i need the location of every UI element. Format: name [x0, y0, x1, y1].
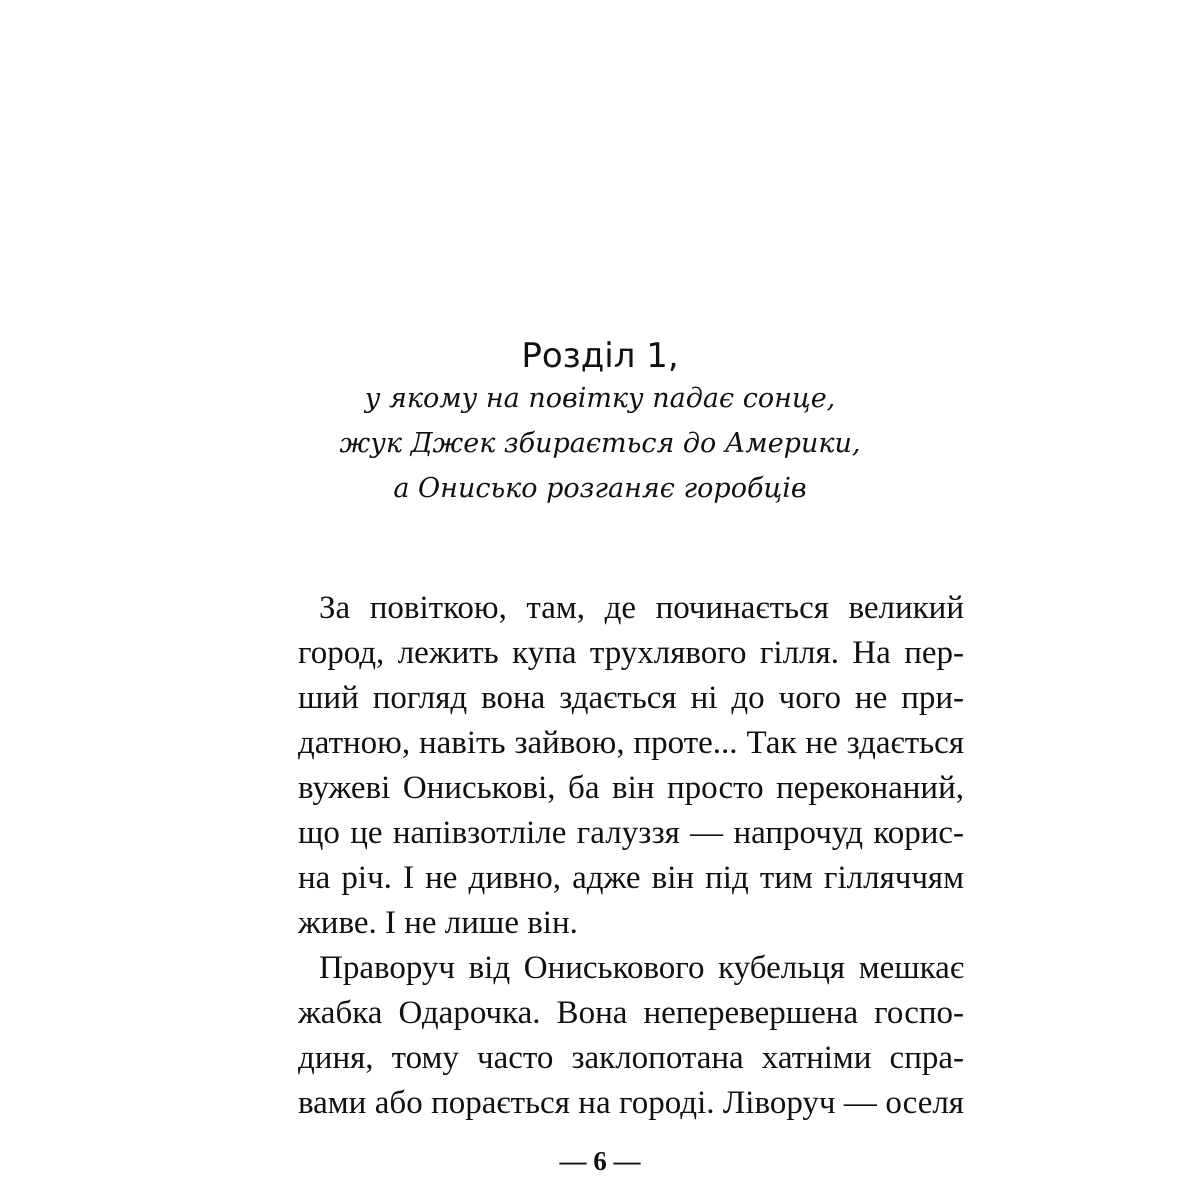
chapter-subtitle-line: а Онисько розганяє горобців	[393, 473, 807, 504]
paragraph-line: За повіткою, там, де починається великий	[319, 590, 964, 626]
paragraph-line: що це напівзотліле галуззя — напрочуд корис-	[298, 815, 964, 851]
paragraph-line: диня, тому часто заклопотана хатніми спра-	[298, 1040, 964, 1076]
chapter-subtitle	[300, 376, 900, 511]
page-number: — 6 —	[559, 1146, 641, 1176]
body-text	[298, 586, 964, 1126]
paragraph-line: Праворуч від Ониськового кубельця мешкає	[319, 950, 964, 986]
paragraph-line: город, лежить купа трухлявого гілля. На пер-	[298, 635, 964, 671]
paragraph-line: жабка Одарочка. Вона неперевершена госпо-	[298, 995, 964, 1031]
chapter-title: Розділ 1,	[521, 336, 679, 376]
chapter-subtitle-line: жук Джек збирається до Америки,	[339, 428, 861, 459]
paragraph-line: живе. І не лише він.	[298, 905, 578, 941]
paragraph-line: вами або порається на городі. Ліворуч — оселя	[298, 1085, 964, 1121]
paragraph-line: датною, навіть зайвою, проте... Так не здається	[298, 725, 964, 761]
chapter-subtitle-line: у якому на повітку падає сонце,	[364, 383, 836, 414]
paragraph-line: вужеві Ониськові, ба він просто переконаний,	[298, 770, 964, 806]
paragraph-line: на річ. І не дивно, адже він під тим гілляччям	[298, 860, 964, 896]
paragraph-line: ший погляд вона здається ні до чого не при-	[298, 680, 964, 716]
